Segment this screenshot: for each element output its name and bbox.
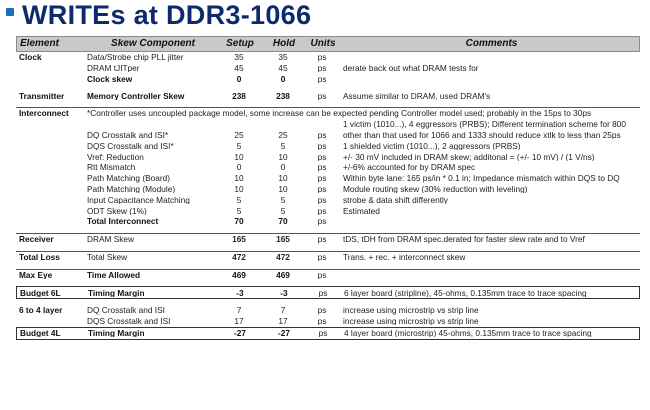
cell-hold: 0: [280, 74, 286, 84]
cell-units: ps: [317, 270, 327, 280]
section-label: Budget 6L: [20, 288, 61, 297]
table-row: [16, 216, 640, 227]
cell-units: ps: [318, 288, 328, 297]
cell-component: Total Interconnect: [87, 217, 159, 226]
section-label: Receiver: [19, 235, 54, 244]
table-row: [16, 162, 640, 173]
section-label: Total Loss: [19, 253, 60, 262]
section-label: Transmitter: [19, 91, 65, 100]
table-row: [16, 205, 640, 216]
table-row: [16, 119, 640, 130]
cell-comment: increase using microstrip vs strip line: [343, 317, 479, 326]
cell-setup: 10: [234, 174, 244, 183]
cell-hold: 5: [280, 195, 286, 205]
cell-setup: 10: [234, 152, 244, 161]
cell-setup: 70: [234, 217, 244, 226]
header-units: Units: [310, 39, 336, 49]
cell-comment: increase using microstrip vs strip line: [343, 306, 479, 315]
cell-setup: 5: [236, 195, 242, 205]
cell-setup: -27: [234, 328, 246, 338]
cell-hold: 472: [276, 253, 290, 262]
cell-units: ps: [317, 91, 327, 100]
cell-hold: 7: [280, 306, 286, 315]
table-row: [16, 316, 640, 327]
table-row: [16, 107, 640, 119]
table-row: [16, 233, 640, 245]
cell-comment: Estimated: [343, 206, 380, 215]
cell-hold: 165: [276, 235, 290, 244]
header-skew-component: Skew Component: [111, 39, 195, 49]
cell-units: ps: [317, 64, 327, 73]
cell-setup: 165: [232, 235, 246, 244]
cell-setup: 17: [234, 317, 244, 326]
cell-comment: 4 layer board (microstrip) 45-ohms, 0.135mm trace to trace spacing: [344, 328, 592, 338]
cell-units: ps: [317, 306, 327, 315]
interconnect-note: *Controller uses uncoupled package model, some increase can be expected pending Controller model used; probably in the 15ps to 30ps: [87, 109, 592, 118]
cell-setup: 472: [232, 253, 246, 262]
cell-comment: Assume similar to DRAM, used DRAM's: [343, 91, 491, 100]
cell-component: Clock skew: [87, 74, 133, 84]
cell-hold: 10: [278, 152, 288, 161]
cell-component: Path Matching (Module): [87, 185, 176, 194]
cell-setup: 5: [236, 206, 242, 215]
title-bullet: [6, 8, 14, 16]
cell-comment: +/- 30 mV included in DRAM skew; additonal = (+/- 10 mV) / (1 V/ns): [343, 152, 595, 161]
cell-units: ps: [317, 74, 327, 84]
cell-component: Rtt Mismatch: [87, 163, 136, 172]
cell-comment: +/-6% accounted for by DRAM spec: [343, 163, 476, 172]
cell-comment: strobe & data shift differently: [343, 195, 448, 205]
cell-setup: 469: [232, 270, 246, 280]
cell-comment: Within byte lane: 165 ps/in * 0.1 in; Impedance mismatch within DQS to DQ: [343, 174, 620, 183]
cell-hold: 238: [276, 91, 290, 100]
table-row: [16, 141, 640, 152]
cell-setup: 35: [234, 53, 244, 62]
cell-hold: 45: [278, 64, 288, 73]
cell-setup: 45: [234, 64, 244, 73]
cell-comment: 1 shielded victim (1010...), 2 aggressors (PRBS): [343, 141, 521, 151]
table-row: [16, 251, 640, 263]
cell-hold: 5: [280, 141, 286, 151]
header-element: Element: [20, 39, 59, 49]
cell-component: Time Allowed: [87, 270, 141, 280]
cell-component: Input Capacitance Matching: [87, 195, 190, 205]
cell-hold: 35: [278, 53, 288, 62]
slide-title: WRITEs at DDR3-1066: [22, 0, 312, 30]
cell-comment: derate back out what DRAM tests for: [343, 64, 479, 73]
cell-setup: 0: [236, 163, 242, 172]
cell-comment: 6 layer board (stripline), 45-ohms, 0.135mm trace to trace spacing: [344, 288, 587, 297]
cell-component: Timing Margin: [88, 328, 145, 338]
table-row: [16, 195, 640, 206]
cell-setup: 238: [232, 91, 246, 100]
section-label: Interconnect: [19, 109, 69, 118]
table-header: [16, 36, 640, 52]
table-row: [16, 52, 640, 63]
cell-setup: 25: [234, 131, 244, 140]
table-row: [16, 269, 640, 281]
cell-setup: -3: [236, 288, 244, 297]
cell-hold: 25: [278, 131, 288, 140]
cell-component: Path Matching (Board): [87, 174, 171, 183]
cell-component: DQS Crosstalk and ISI: [87, 317, 171, 326]
cell-component: Timing Margin: [88, 288, 145, 297]
table-row: [16, 184, 640, 195]
header-comments: Comments: [465, 39, 518, 49]
table-row: [16, 151, 640, 162]
section-label: Budget 4L: [20, 328, 61, 338]
cell-setup: 0: [236, 74, 242, 84]
cell-hold: -3: [280, 288, 288, 297]
cell-setup: 7: [236, 306, 242, 315]
cell-hold: 5: [280, 206, 286, 215]
table-row: [16, 305, 640, 316]
table-row: [16, 63, 640, 74]
cell-units: ps: [317, 152, 327, 161]
cell-component: Vref: Reduction: [87, 152, 144, 161]
cell-component: Memory Controller Skew: [87, 91, 185, 100]
cell-component: DQ Crosstalk and ISI: [87, 306, 165, 315]
cell-units: ps: [317, 195, 327, 205]
cell-hold: -27: [278, 328, 290, 338]
cell-comment: Trans. + rec. + interconnect skew: [343, 253, 466, 262]
cell-units: ps: [317, 253, 327, 262]
cell-setup: 10: [234, 185, 244, 194]
cell-units: ps: [317, 174, 327, 183]
cell-hold: 17: [278, 317, 288, 326]
cell-component: DQ Crosstalk and ISI*: [87, 131, 169, 140]
cell-component: DRAM tJITper: [87, 64, 140, 73]
timing-budget-table: [16, 36, 640, 340]
cell-units: ps: [317, 53, 327, 62]
cell-units: ps: [317, 317, 327, 326]
cell-comment: 1 victim (1010...), 4 eggressors (PRBS); Different termination scheme for 800: [343, 120, 626, 129]
cell-units: ps: [317, 206, 327, 215]
table-row: [16, 286, 640, 299]
cell-units: ps: [317, 235, 327, 244]
cell-component: Total Skew: [87, 253, 128, 262]
cell-hold: 70: [278, 217, 288, 226]
cell-units: ps: [317, 185, 327, 194]
section-label: 6 to 4 layer: [19, 306, 63, 315]
cell-units: ps: [317, 163, 327, 172]
cell-hold: 10: [278, 174, 288, 183]
table-row: [16, 90, 640, 101]
cell-units: ps: [318, 328, 328, 338]
cell-units: ps: [317, 217, 327, 226]
header-hold: Hold: [272, 39, 296, 49]
cell-component: ODT Skew (1%): [87, 206, 147, 215]
cell-setup: 5: [236, 141, 242, 151]
section-label: Clock: [19, 53, 42, 62]
cell-component: Data/Strobe chip PLL jitter: [87, 53, 184, 62]
table-row: [16, 327, 640, 340]
cell-comment: other than that used for 1066 and 1333 should reduce xtlk to less than 25ps: [343, 131, 621, 140]
cell-hold: 10: [278, 185, 288, 194]
section-label: Max Eye: [19, 270, 53, 280]
cell-comment: tDS, tDH from DRAM spec.derated for faster slew rate and to Vref: [343, 235, 585, 244]
cell-hold: 469: [276, 270, 290, 280]
table-row: [16, 130, 640, 141]
cell-hold: 0: [280, 163, 286, 172]
table-row: [16, 74, 640, 85]
cell-units: ps: [317, 141, 327, 151]
table-row: [16, 173, 640, 184]
cell-component: DQS Crosstalk and ISI*: [87, 141, 174, 151]
cell-units: ps: [317, 131, 327, 140]
cell-comment: Module routing skew (30% reduction with leveling): [343, 185, 528, 194]
header-setup: Setup: [226, 39, 254, 49]
cell-component: DRAM Skew: [87, 235, 135, 244]
